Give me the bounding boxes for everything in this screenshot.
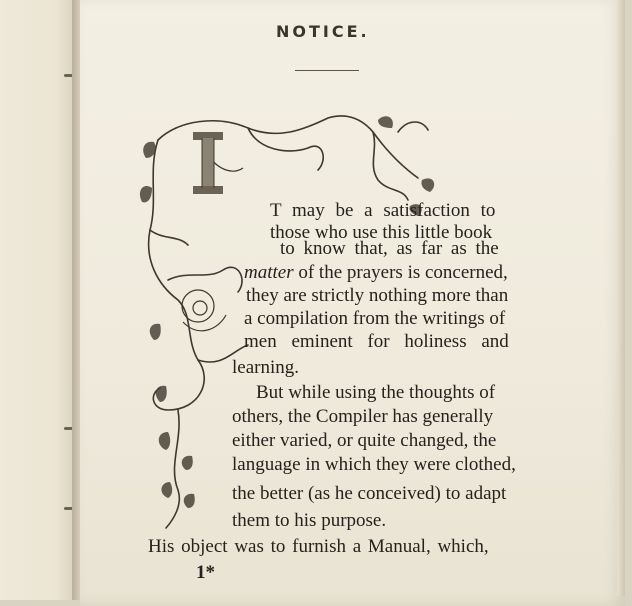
page-edge: [617, 0, 625, 596]
text-line: men eminent for holiness and: [244, 331, 509, 352]
page-number: 1*: [196, 562, 215, 583]
text-line: learning.: [232, 357, 300, 378]
page-title: NOTICE.: [276, 22, 370, 41]
text-line: they are strictly nothing more than: [246, 285, 509, 306]
text-line: But while using the thoughts of: [256, 382, 496, 403]
text-line: T may be a satisfaction to: [270, 200, 496, 221]
text-line: the better (as he conceived) to adapt: [232, 483, 507, 504]
text-line: them to his purpose.: [232, 510, 387, 531]
text-line: [244, 262, 508, 284]
text-line: to know that, as far as the: [280, 238, 499, 259]
text-line: language in which they were clothed,: [232, 454, 516, 475]
text-line: either varied, or quite changed, the: [232, 430, 497, 451]
left-page-edge: [0, 0, 78, 600]
text-line: a compilation from the writings of: [244, 308, 506, 329]
text-line: others, the Compiler has generally: [232, 406, 494, 427]
text-line: His object was to furnish a Manual, which,: [148, 536, 489, 557]
drop-cap-letter-icon: [183, 128, 233, 198]
title-rule: [295, 70, 359, 71]
text-line: those who use this little book: [270, 222, 493, 243]
italic-word: matter: [244, 262, 294, 283]
text-fragment: of the prayers is concerned,: [298, 262, 508, 283]
